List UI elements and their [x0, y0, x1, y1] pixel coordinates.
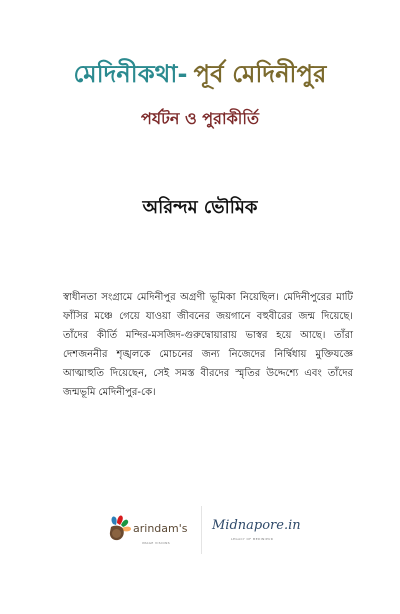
book-subtitle: পর্যটন ও পুরাকীর্তি	[141, 109, 259, 128]
midnapore-slogan: LEGACY OF MEDINIPUR	[231, 537, 274, 541]
midnapore-logo	[212, 516, 312, 552]
description-paragraph: স্বাধীনতা সংগ্রামে মেদিনীপুর অগ্রণী ভূমিকা নিয়েছিল। মেদিনীপুরের মাটি ফাঁসির মঞ্চে গেয়ে যাওয়া জীবনের জয়গানে বহুবীরের জন্ম দিয়েছে। তাঁদের কীর্তি মন্দির-মসজিদ-গুরুদ্বোয়ারায় ভাস্বর হয়ে আছে। তাঁরা দেশজননীর শৃঙ্খলকে মোচনের জন্য নিজেদের নির্দ্বিধায় মুক্তিযজ্ঞে আত্মাহুতি দিয়েছেন, সেই সমস্ত বীরদের স্মৃতির উদ্দেশ্যে এবং তাঁদের জন্মভূমি মেদিনীপুর-কে।	[63, 292, 353, 398]
midnapore-site: Midnapore.in	[212, 518, 301, 533]
title-part2: পূর্ব মেদিনীপুর	[193, 60, 327, 88]
book-title	[0, 56, 400, 96]
logo-divider	[201, 506, 202, 554]
arindams-brand: arindam's	[133, 522, 188, 535]
handprint-icon	[107, 513, 135, 543]
author-name: অরিন্দম ভৌমিক	[142, 197, 258, 218]
title-line	[73, 56, 326, 96]
arindams-tagline: IMAGE VISIONS	[142, 541, 171, 545]
arindams-logo	[107, 511, 189, 553]
footer-logos	[0, 506, 400, 566]
title-part1: মেদিনীকথা-	[73, 60, 188, 88]
